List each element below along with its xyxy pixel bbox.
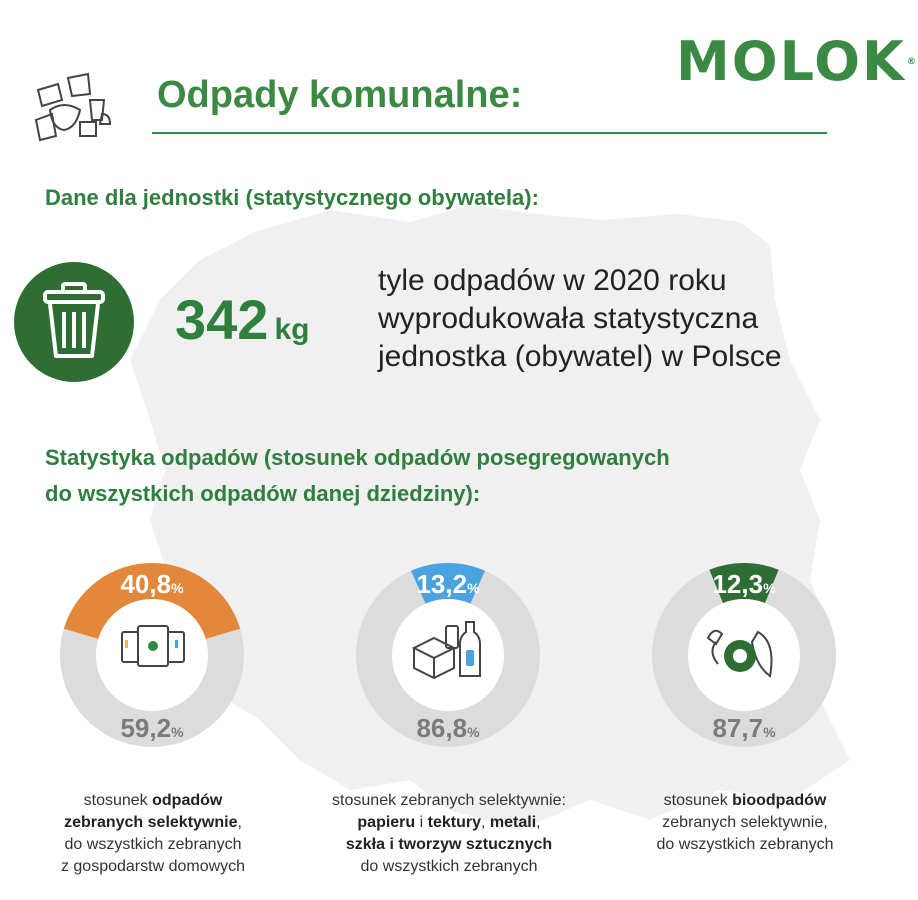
caption-line: do wszystkich zebranych	[64, 836, 242, 853]
recyclables-icon	[410, 618, 486, 680]
per-capita-description: tyle odpadów w 2020 roku wyprodukowała statystyczna jednostka (obywatel) w Polsce	[378, 264, 782, 373]
stats-section-heading: Statystyka odpadów (stosunek odpadów posegregowanych do wszystkich odpadów danej dziedziny):	[45, 445, 670, 506]
caption-line: z gospodarstw domowych	[60, 858, 246, 875]
donut-selected-label: 13,2%	[416, 569, 480, 599]
donut-rest-label: 87,7%	[712, 713, 776, 743]
donut-selected-label: 12,3%	[712, 569, 776, 599]
caption-line: szkła i tworzyw sztucznych	[345, 836, 553, 853]
caption-line: do wszystkich zebranych	[360, 858, 538, 875]
donut-rest-label: 86,8%	[416, 713, 480, 743]
donut-selected-label: 40,8%	[120, 569, 184, 599]
unit-section-heading: Dane dla jednostki (statystycznego obywatela):	[45, 185, 539, 210]
title-divider	[152, 132, 827, 134]
waste-bins-icon	[120, 620, 186, 674]
molok-logo: MOLOK®	[676, 30, 918, 93]
caption-line: stosunek odpadów	[83, 792, 223, 809]
caption-biowaste	[612, 790, 878, 856]
caption-recyclables	[300, 790, 598, 878]
page-title: Odpady komunalne:	[157, 74, 523, 116]
caption-line: do wszystkich zebranych	[656, 836, 834, 853]
caption-line: zebranych selektywnie,	[662, 814, 828, 831]
donut-rest-label: 59,2%	[120, 713, 184, 743]
waste-pile-icon	[28, 70, 120, 146]
caption-line: zebranych selektywnie,	[64, 814, 242, 831]
caption-line: stosunek zebranych selektywnie:	[332, 792, 566, 809]
caption-household	[20, 790, 286, 878]
caption-line: stosunek bioodpadów	[663, 792, 827, 809]
caption-line: papieru i tektury, metali,	[357, 814, 541, 831]
trash-bin-icon	[14, 262, 134, 382]
food-waste-icon	[700, 618, 780, 680]
per-capita-waste-value: 342 kg	[175, 288, 310, 351]
